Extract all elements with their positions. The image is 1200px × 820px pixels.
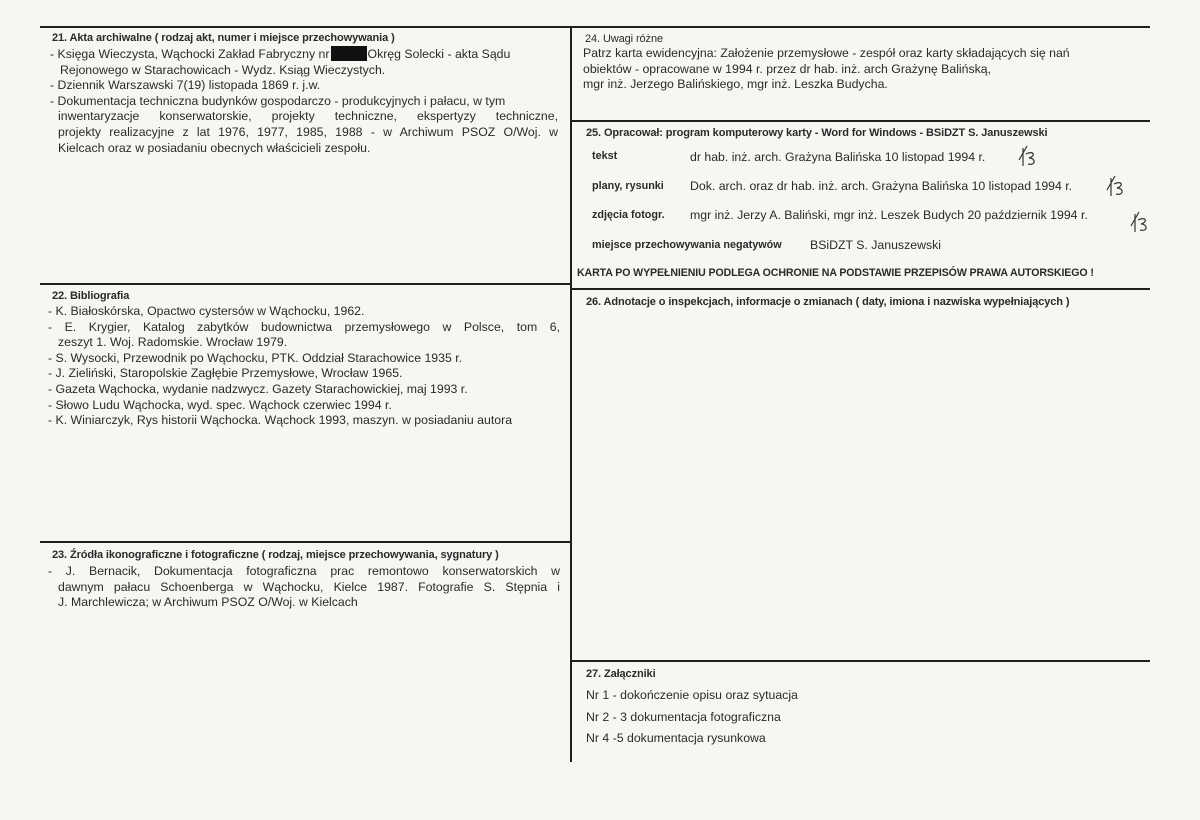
section-24-line-1: Patrz karta ewidencyjna: Założenie przemysłowe - zespół oraz karty składających się nań — [583, 46, 1070, 60]
bibliography-item: - Gazeta Wąchocka, wydanie nadzwycz. Gazety Starachowickiej, maj 1993 r. — [48, 381, 468, 396]
section-27-body — [586, 685, 798, 750]
zdjecia-value: mgr inż. Jerzy A. Baliński, mgr inż. Leszek Budych 20 październik 1994 r. — [690, 208, 1088, 222]
redaction-box — [331, 46, 367, 61]
attachment-item: Nr 4 -5 dokumentacja rysunkowa — [586, 731, 766, 745]
divider-22-23 — [40, 541, 571, 543]
section-23-line-1: - J. Bernacik, Dokumentacja fotograficzna prac remontowo konserwatorskich w — [48, 564, 560, 578]
bibliography-item: zeszyt 1. Woj. Radomskie. Wrocław 1979. — [58, 335, 288, 350]
signature-initials — [1128, 210, 1154, 234]
section-24-body — [583, 46, 1143, 93]
attachment-item: Nr 1 - dokończenie opisu oraz sytuacja — [586, 688, 798, 702]
divider-24-25 — [570, 120, 1150, 122]
zdjecia-label: zdjęcia fotogr. — [592, 209, 665, 221]
divider-26-27 — [570, 660, 1150, 662]
divider-25-26 — [570, 288, 1150, 290]
section-23-title: 23. Źródła ikonograficzne i fotograficzne ( rodzaj, miejsce przechowywania, sygnatury ) — [52, 549, 499, 561]
bibliography-item: - S. Wysocki, Przewodnik po Wąchocku, PTK. Oddział Starachowice 1935 r. — [48, 350, 463, 365]
section-21-line-4: - Dokumentacja techniczna budynków gospodarczo - produkcyjnych i pałacu, w tym — [50, 93, 506, 108]
section-21-title: 21. Akta archiwalne ( rodzaj akt, numer i miejsce przechowywania ) — [52, 32, 395, 44]
section-21-line-6: projekty realizacyjne z lat 1976, 1977, 1985, 1988 - w Archiwum PSOZ O/Woj. w — [58, 124, 558, 139]
section-24-title: 24. Uwagi różne — [585, 33, 663, 45]
section-24-line-2: obiektów - opracowane w 1994 r. przez dr hab. inż. arch Grażynę Balińską, — [583, 61, 992, 76]
center-divider — [570, 26, 572, 762]
section-23-body — [48, 564, 560, 611]
section-21-line-1: - Księga Wieczysta, Wąchocki Zakład Fabryczny nr Okręg Solecki - akta Sądu — [50, 47, 511, 61]
plany-label: plany, rysunki — [592, 180, 664, 192]
bibliography-item: - K. Białoskórska, Opactwo cystersów w Wąchocku, 1962. — [48, 304, 365, 318]
signature-initials — [1016, 144, 1042, 168]
bibliography-item: - Słowo Ludu Wąchocka, wyd. spec. Wąchock czerwiec 1994 r. — [48, 397, 392, 412]
section-24-line-3: mgr inż. Jerzego Balińskiego, mgr inż. Leszka Budycha. — [583, 77, 888, 92]
tekst-label: tekst — [592, 150, 618, 162]
tekst-value: dr hab. inż. arch. Grażyna Balińska 10 listopad 1994 r. — [690, 150, 986, 164]
section-26-title: 26. Adnotacje o inspekcjach, informacje o zmianach ( daty, imiona i nazwiska wypełniających ) — [586, 296, 1070, 308]
section-21-line-7: Kielcach oraz w posiadaniu obecnych właścicieli zespołu. — [58, 140, 371, 155]
section-22-title: 22. Bibliografia — [52, 290, 130, 302]
miejsce-value: BSiDZT S. Januszewski — [810, 238, 941, 252]
section-21-body — [50, 46, 558, 156]
section-22-body — [48, 304, 560, 429]
section-25-title: 25. Opracował: program komputerowy karty - Word for Windows - BSiDZT S. Januszewski — [586, 127, 1048, 139]
signature-initials — [1104, 174, 1130, 198]
section-23-line-2: dawnym pałacu Schoenberga w Wąchocku, Kielce 1987. Fotografie S. Stępnia i — [58, 579, 560, 594]
miejsce-label: miejsce przechowywania negatywów — [592, 239, 782, 251]
section-27-title: 27. Załączniki — [586, 668, 656, 680]
attachment-item: Nr 2 - 3 dokumentacja fotograficzna — [586, 709, 781, 724]
section-23-line-3: J. Marchlewicza; w Archiwum PSOZ O/Woj. w Kielcach — [58, 595, 358, 610]
bibliography-item: - K. Winiarczyk, Rys historii Wąchocka. Wąchock 1993, maszyn. w posiadaniu autora — [48, 413, 513, 428]
section-21-line-2: Rejonowego w Starachowicach - Wydz. Ksiąg Wieczystych. — [60, 62, 386, 77]
top-border — [40, 26, 1150, 28]
plany-value: Dok. arch. oraz dr hab. inż. arch. Grażyna Balińska 10 listopad 1994 r. — [690, 179, 1073, 193]
bibliography-item: - E. Krygier, Katalog zabytków budownictwa przemysłowego w Polsce, tom 6, — [48, 319, 560, 334]
copyright-warning: KARTA PO WYPEŁNIENIU PODLEGA OCHRONIE NA PODSTAWIE PRZEPISÓW PRAWA AUTORSKIEGO ! — [577, 267, 1094, 279]
divider-21-22 — [40, 283, 571, 285]
section-21-line-3: - Dziennik Warszawski 7(19) listopada 1869 r. j.w. — [50, 78, 321, 93]
bibliography-item: - J. Zieliński, Staropolskie Zagłębie Przemysłowe, Wrocław 1965. — [48, 366, 403, 381]
section-21-line-5: inwentaryzacje konserwatorskie, projekty techniczne, ekspertyzy techniczne, — [58, 109, 558, 124]
